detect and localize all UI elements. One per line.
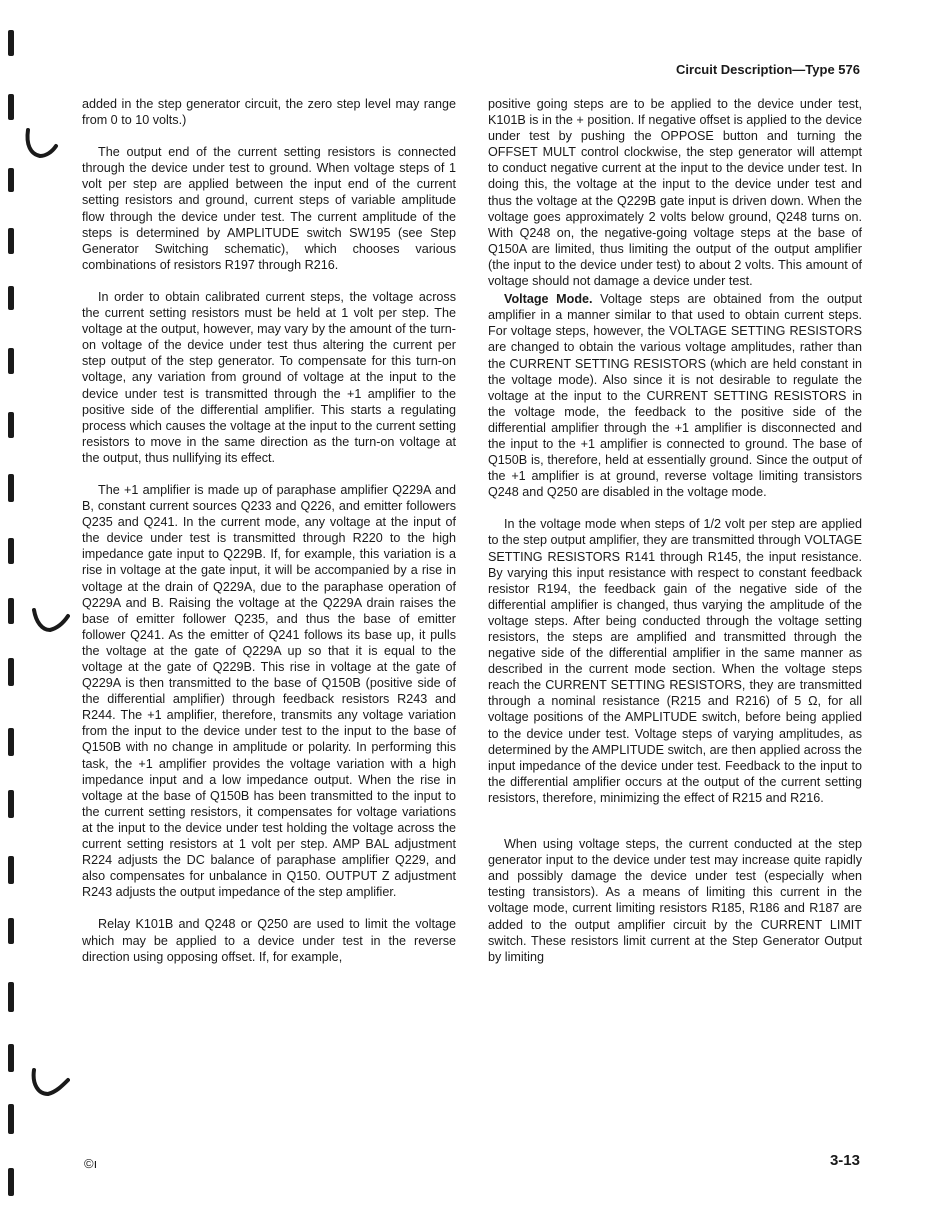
- paragraph: In the voltage mode when steps of 1/2 volt per step are applied to the step output amplifier, they are transmitted through VOLTAGE SETTING RESISTORS R141 through R145, the input resistance. By varying this input resistance with respect to constant feedback resistor R194, the feedback gain of the negative side of the differential amplifier is changed, thus varying the amplitude of the voltage steps. After being conducted through the voltage setting resistors, the steps are amplified and transmitted through the negative side of the differential amplifier in the same manner as described in the current mode section. When the voltage steps reach the CURRENT SETTING RESISTORS, they are transmitted through a nominal resistance (R215 and R216) of 5 Ω, for all voltage positions of the AMPLITUDE switch, before being applied to the device under test. Voltage steps of varying amplitudes, as determined by the AMPLITUDE switch, are then applied across the input impedance of the device under test. Feedback to the input to the differential amplifier occurs at the output of the current setting resistors, therefore, minimizing the effect of R215 and R216.: [488, 517, 862, 805]
- binder-mark: [8, 728, 14, 756]
- paragraph-text: Voltage steps are obtained from the output amplifier in a manner similar to that used to obtain current steps. For voltage steps, however, the VOLTAGE SETTING RESISTORS are changed to obtain the various voltage amplitudes, rather than the CURRENT SETTING RESISTORS (which are held constant in the voltage mode). Also since it is not desirable to regulate the voltage at the input to the CURRENT SETTING RESISTORS in the voltage mode, the feedback to the positive side of the differential amplifier through the +1 amplifier is disconnected and the input to the +1 amplifier is connected to ground. The base of Q150B is, therefore, held at essentially ground. Since the output of the +1 amplifier is at ground, reverse voltage limiting transistors Q248 and Q250 are disabled in the voltage mode.: [488, 292, 863, 500]
- running-header: Circuit Description—Type 576: [676, 62, 860, 77]
- paragraph: added in the step generator circuit, the zero step level may range from 0 to 10 volts.): [82, 97, 456, 128]
- binder-mark: [8, 982, 14, 1012]
- binder-mark: [8, 790, 14, 818]
- paragraph: The +1 amplifier is made up of paraphase amplifier Q229A and B, constant current sources Q233 and Q226, and emitter followers Q235 and Q241. In the current mode, any voltage at the input of the device under test is transmitted through R220 to the high impedance gate input to Q229B. If, for example, this variation is a rise in voltage at the gate input, it will be accompanied by a rise in voltage at the drain of Q229A, due to the paraphase operation of Q229A and B. Raising the voltage at the Q229A drain raises the base of emitter follower Q235, and thus the base of emitter follower Q241. As the emitter of Q241 follows its base up, it pulls the voltage at the gate of Q229A up so that it is equal to the voltage at the gate of Q229B. This rise in voltage at the gate of Q229A is then transmitted to the base of Q150B (positive side of the differential amplifier) through feedback resistors R243 and R244. The +1 amplifier, therefore, transmits any voltage variation from the input to the device under test to the input to the base of Q150B with no change in amplitude or polarity. In performing this task, the +1 amplifier provides the voltage variation with a high impedance input and a low impedance output. When the rise in voltage at the base of Q150B has been transmitted to the input to the current setting resistors, it compensates for voltage variations at the input to the device under test holding the voltage across the current setting resistors at 1 volt per step. AMP BAL adjustment R224 adjusts the DC balance of paraphase amplifier Q229, and also compensates for unbalance in Q150. OUTPUT Z adjustment R243 adjusts the output impedance of the step amplifier.: [82, 482, 456, 900]
- check-mark-icon: [22, 126, 60, 164]
- left-column: [82, 96, 456, 965]
- binder-mark: [8, 286, 14, 310]
- binder-mark: [8, 1104, 14, 1134]
- page-number: 3-13: [829, 1152, 860, 1169]
- check-mark-icon: [28, 1064, 70, 1100]
- binder-mark: [8, 658, 14, 686]
- binder-mark: [8, 94, 14, 120]
- binder-mark: [8, 856, 14, 884]
- binder-mark: [8, 918, 14, 944]
- binder-edge: [0, 0, 80, 1224]
- binder-mark: [8, 1168, 14, 1196]
- binder-mark: [8, 1044, 14, 1072]
- binder-mark: [8, 348, 14, 374]
- binder-mark: [8, 538, 14, 564]
- check-mark-icon: [30, 604, 70, 638]
- paragraph: In order to obtain calibrated current steps, the voltage across the current setting resistors must be held at 1 volt per step. The voltage at the output, however, may vary by the amount of the turn-on voltage of the device under test thus altering the current per step output of the step generator. To compensate for this turn-on voltage, any variation from ground of voltage at the input to the device under test is transmitted through the +1 amplifier to the positive side of the differential amplifier. This starts a regulating process which causes the voltage at the input to the current setting resistors to move in the same direction as the turn-on voltage at the output, thus nullifying its effect.: [82, 289, 456, 465]
- binder-mark: [8, 474, 14, 502]
- paragraph: The output end of the current setting resistors is connected through the device under test to ground. When voltage steps of 1 volt per step are applied between the input end of the current setting resistors and ground, current steps of variable amplitude flow through the device under test. The current amplitude of the steps is determined by AMPLITUDE switch SW195 (see Step Generator Switching schematic), which chooses various combinations of resistors R197 through R216.: [82, 145, 456, 272]
- section-run-in-heading: Voltage Mode.: [504, 292, 593, 307]
- binder-mark: [8, 30, 14, 56]
- paragraph: [488, 291, 862, 500]
- binder-mark: [8, 228, 14, 254]
- paragraph: positive going steps are to be applied to the device under test, K101B is in the + position. If negative offset is applied to the device under test by pushing the OPPOSE button and turning the OFFSET MULT control clockwise, the step generator will attempt to conduct negative current at the input to the device under test. In doing this, the voltage at the input to the device under test and thus the voltage at the Q229B gate input is driven down. When the voltage goes approximately 2 volts below ground, Q248 turns on. With Q248 on, the negative-going voltage steps at the base of Q150A are limited, thus limiting the output of the output amplifier (the input to the device under test) to about 2 volts. This amount of voltage should not damage a device under test.: [488, 97, 862, 289]
- right-column: [488, 96, 862, 965]
- binder-mark: [8, 412, 14, 438]
- binder-mark: [8, 168, 14, 192]
- paragraph: Relay K101B and Q248 or Q250 are used to limit the voltage which may be applied to a device under test in the reverse direction using opposing offset. If, for example,: [82, 917, 456, 964]
- binder-mark: [8, 598, 14, 624]
- copyright-mark: ©ı: [84, 1156, 98, 1171]
- paragraph: When using voltage steps, the current conducted at the step generator input to the device under test may increase quite rapidly and possibly damage the device under test (especially when testing transistors). As a means of limiting this current in the voltage mode, current limiting resistors R185, R186 and R187 are added to the output amplifier circuit by the CURRENT LIMIT switch. These resistors limit current at the Step Generator Output by limiting: [488, 837, 862, 964]
